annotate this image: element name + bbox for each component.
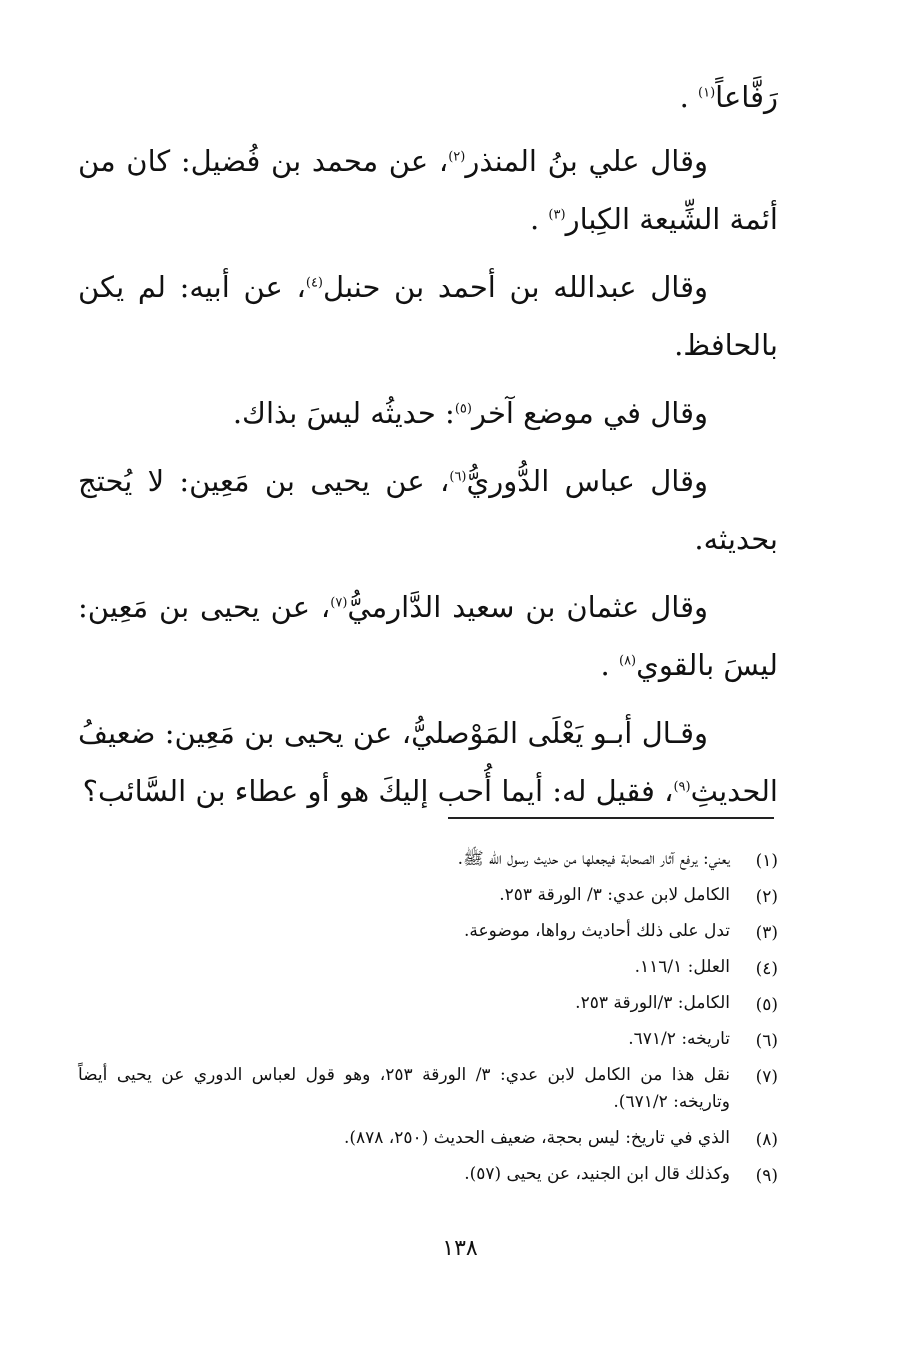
footnote-7	[78, 1062, 778, 1116]
footnote-number: (٨)	[755, 1130, 778, 1150]
footnote-text: نقل هذا من الكامل لابن عدي: ٣/ الورقة ٢٥٣، وهو قول لعباس الدوري عن يحيى أيضاً وتاريخه: ٦٧١/٢).	[78, 1065, 730, 1112]
footnote-5	[78, 990, 778, 1017]
footnote-ref-7[interactable]: (٧)	[330, 595, 348, 611]
footnotes-section	[78, 846, 778, 1197]
footnote-ref-3[interactable]: (٣)	[548, 207, 566, 223]
paragraph-2: وقال علي بنُ المنذر$^{(٢)}$، عن محمد بن فُضيل: كان من أئمة الشِّيعة الكِبار$^{(٣)}$ .	[78, 144, 778, 236]
footnote-text: تاريخه: ٦٧١/٢.	[628, 1029, 730, 1049]
footnote-number: (٤)	[755, 959, 778, 979]
footnote-ref-1[interactable]: (١)	[698, 85, 716, 101]
footnote-9	[78, 1161, 778, 1188]
footnote-ref-5[interactable]: (٥)	[454, 401, 472, 417]
footnote-3	[78, 918, 778, 945]
footnote-number: (٥)	[755, 995, 778, 1015]
footnote-separator-rule	[448, 817, 774, 819]
footnote-8	[78, 1125, 778, 1152]
footnote-number: (٦)	[755, 1031, 778, 1051]
footnote-4	[78, 954, 778, 981]
footnote-text: الكامل: ٣/الورقة ٢٥٣.	[575, 993, 730, 1013]
footnote-text: تدل على ذلك أحاديث رواها، موضوعة.	[464, 921, 730, 941]
footnote-text: الذي في تاريخ: ليس بحجة، ضعيف الحديث (٢٥٠، ٨٧٨).	[343, 1128, 730, 1148]
footnote-number: (١)	[755, 851, 778, 871]
footnote-text: العلل: ١١٦/١.	[634, 957, 730, 977]
footnote-ref-8[interactable]: (٨)	[618, 653, 637, 669]
paragraph-1: رَفَّاعاً$^{(١)}$ .	[679, 80, 778, 114]
footnote-number: (٧)	[755, 1067, 778, 1087]
paragraph-3: وقال عبدالله بن أحمد بن حنبل$^{(٤)}$، عن أبيه: لم يكن بالحافظ.	[78, 270, 778, 362]
paragraph-4: وقال في موضع آخر$^{(٥)}$: حديثُه ليسَ بذاك.	[232, 396, 708, 430]
paragraph-7: وقـال أبـو يَعْلَى المَوْصليُّ، عن يحيى بن مَعِين: ضعيفُ الحديثِ$^{(٩)}$، فقيل له: أيما أُحب إليكَ هو أو عطاء بن السَّائب؟	[78, 716, 778, 808]
footnote-1	[78, 846, 778, 873]
footnote-ref-6[interactable]: (٦)	[449, 469, 467, 485]
footnote-ref-9[interactable]: (٩)	[673, 779, 691, 795]
footnote-6	[78, 1026, 778, 1053]
footnote-2	[78, 882, 778, 909]
paragraph-5: وقال عباس الدُّوريُّ$^{(٦)}$، عن يحيى بن مَعِين: لا يُحتج بحديثه.	[78, 464, 778, 556]
footnote-number: (٣)	[755, 923, 778, 943]
footnote-ref-2[interactable]: (٢)	[448, 149, 466, 165]
footnote-text: الكامل لابن عدي: ٣/ الورقة ٢٥٣.	[499, 885, 730, 905]
page-number: ١٣٨	[442, 1236, 478, 1261]
main-text	[78, 68, 778, 830]
paragraph-6: وقال عثمان بن سعيد الدَّارميُّ$^{(٧)}$، عن يحيى بن مَعِين: ليسَ بالقوي$^{(٨)}$ .	[78, 590, 778, 682]
footnote-text: يعني: يرفع آثار الصحابة فيجعلها من حديث رسول الله ﷺ.	[457, 849, 730, 869]
footnote-number: (٢)	[755, 887, 778, 907]
footnote-text: وكذلك قال ابن الجنيد، عن يحيى (٥٧).	[464, 1164, 730, 1184]
footnote-ref-4[interactable]: (٤)	[305, 275, 323, 291]
footnote-number: (٩)	[755, 1166, 778, 1186]
